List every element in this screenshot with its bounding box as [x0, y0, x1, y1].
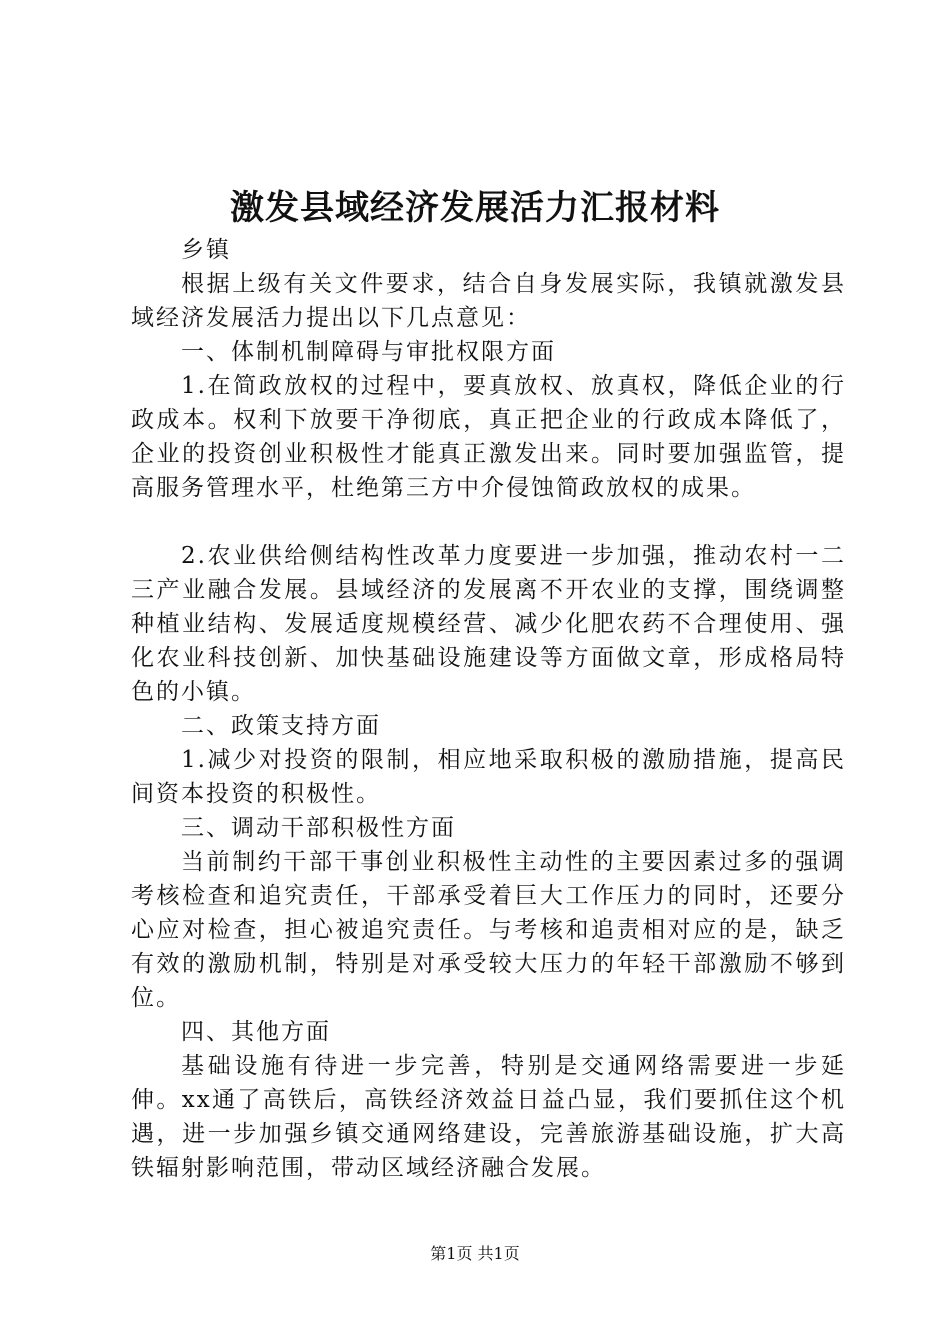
body-paragraph: 基础设施有待进一步完善，特别是交通网络需要进一步延伸。xx通了高铁后，高铁经济效益日益凸显，我们要抓住这个机遇，进一步加强乡镇交通网络建设，完善旅游基础设施，扩大高铁辐射影响范围，带动区域经济融合发展。 [131, 1053, 846, 1181]
section-heading: 二、政策支持方面 [181, 713, 381, 739]
page-number-footer: 第1页 共1页 [430, 1244, 520, 1263]
document-title: 激发县域经济发展活力汇报材料 [230, 188, 720, 228]
intro-paragraph: 根据上级有关文件要求，结合自身发展实际，我镇就激发县域经济发展活力提出以下几点意见： [131, 271, 846, 331]
section-heading: 一、体制机制障碍与审批权限方面 [181, 339, 556, 365]
body-paragraph: 2.农业供给侧结构性改革力度要进一步加强，推动农村一二三产业融合发展。县域经济的发展离不开农业的支撑，围绕调整种植业结构、发展适度规模经营、减少化肥农药不合理使用、强化农业科技创新、加快基础设施建设等方面做文章，形成格局特色的小镇。 [131, 543, 846, 705]
document-body [131, 233, 846, 1185]
author-unit: 乡镇 [181, 237, 231, 263]
body-paragraph: 1.减少对投资的限制，相应地采取积极的激励措施，提高民间资本投资的积极性。 [131, 747, 846, 807]
body-paragraph: 当前制约干部干事创业积极性主动性的主要因素过多的强调考核检查和追究责任，干部承受着巨大工作压力的同时，还要分心应对检查，担心被追究责任。与考核和追责相对应的是，缺乏有效的激励机制，特别是对承受较大压力的年轻干部激励不够到位。 [131, 849, 846, 1011]
section-heading: 三、调动干部积极性方面 [181, 815, 456, 841]
body-paragraph: 1.在简政放权的过程中，要真放权、放真权，降低企业的行政成本。权利下放要干净彻底，真正把企业的行政成本降低了，企业的投资创业积极性才能真正激发出来。同时要加强监管，提高服务管理水平，杜绝第三方中介侵蚀简政放权的成果。 [131, 373, 846, 501]
section-heading: 四、其他方面 [181, 1019, 331, 1045]
